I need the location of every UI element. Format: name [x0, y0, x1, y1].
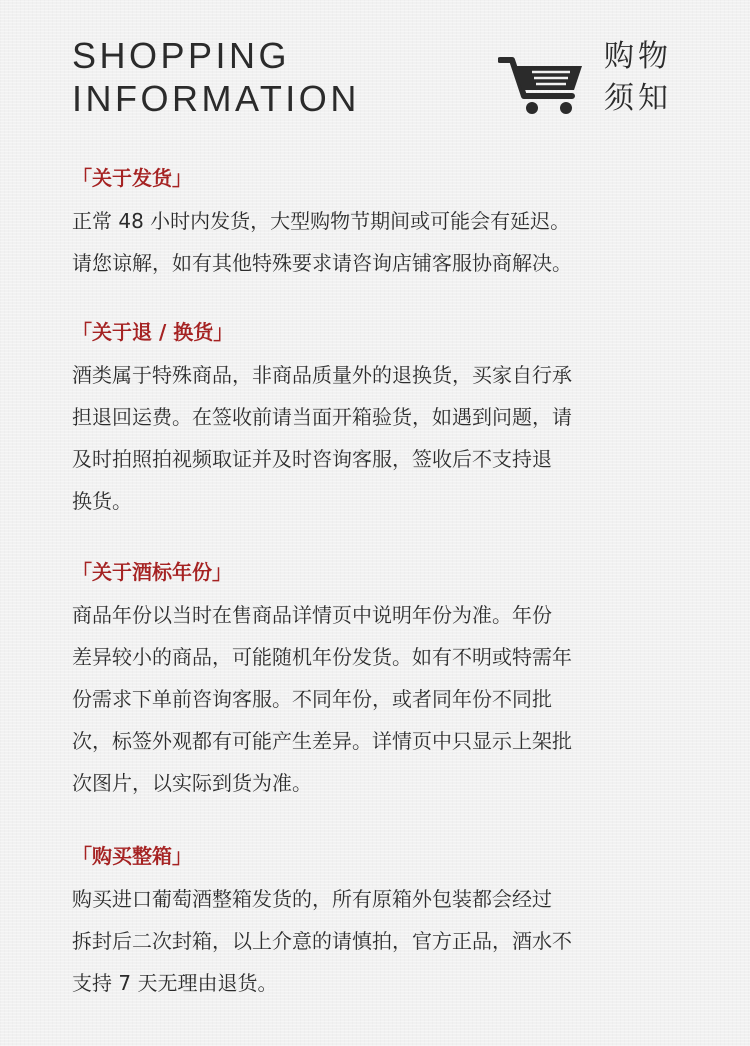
section-body [72, 354, 682, 522]
section-line: 次图片，以实际到货为准。 [72, 771, 312, 795]
section-vintage [72, 557, 682, 804]
section-line: 份需求下单前咨询客服。不同年份，或者同年份不同批 [72, 687, 552, 711]
section-title: 「关于发货」 [72, 166, 192, 190]
section-line: 购买进口葡萄酒整箱发货的，所有原箱外包装都会经过 [72, 887, 552, 911]
section-title: 「关于退 / 换货」 [72, 320, 234, 344]
title-english-line-2: INFORMATION [72, 78, 360, 119]
section-line: 换货。 [72, 489, 132, 513]
title-chinese [604, 36, 672, 120]
section-body [72, 878, 682, 1004]
title-english [72, 34, 360, 120]
section-line: 担退回运费。在签收前请当面开箱验货，如遇到问题，请 [72, 405, 572, 429]
section-line: 支持 7 天无理由退货。 [72, 971, 278, 995]
section-line: 拆封后二次封箱，以上介意的请慎拍，官方正品，酒水不 [72, 929, 572, 953]
section-returns [72, 317, 682, 522]
section-line: 酒类属于特殊商品，非商品质量外的退换货，买家自行承 [72, 363, 572, 387]
section-body [72, 594, 682, 804]
title-chinese-line-1: 购物 [604, 39, 672, 74]
section-body [72, 200, 682, 284]
title-chinese-line-2: 须知 [604, 81, 672, 116]
section-line: 差异较小的商品，可能随机年份发货。如有不明或特需年 [72, 645, 572, 669]
section-title: 「购买整箱」 [72, 844, 192, 868]
shopping-cart-icon [498, 52, 586, 118]
section-shipping [72, 163, 682, 284]
section-line: 次，标签外观都有可能产生差异。详情页中只显示上架批 [72, 729, 572, 753]
section-case-purchase [72, 841, 682, 1004]
section-line: 请您谅解，如有其他特殊要求请咨询店铺客服协商解决。 [72, 251, 572, 275]
page-header [0, 0, 750, 150]
title-english-line-1: SHOPPING [72, 35, 291, 76]
section-title: 「关于酒标年份」 [72, 560, 232, 584]
section-line: 正常 48 小时内发货，大型购物节期间或可能会有延迟。 [72, 209, 571, 233]
section-line: 及时拍照拍视频取证并及时咨询客服，签收后不支持退 [72, 447, 552, 471]
section-line: 商品年份以当时在售商品详情页中说明年份为准。年份 [72, 603, 552, 627]
